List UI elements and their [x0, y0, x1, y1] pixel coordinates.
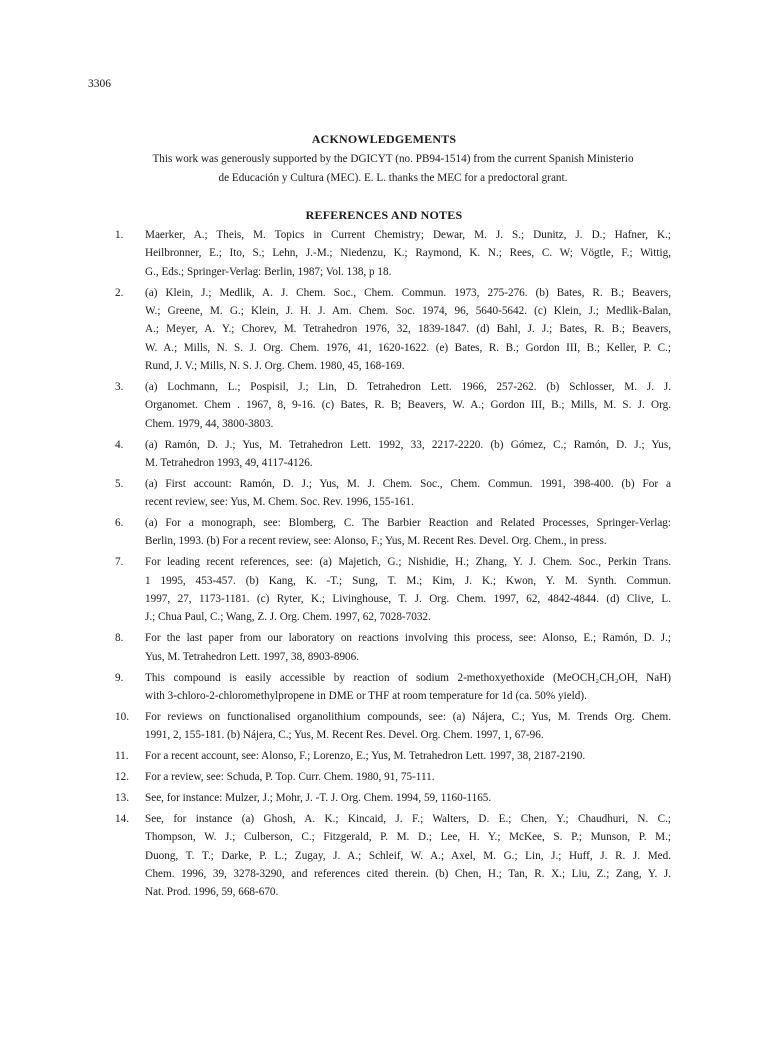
references-heading: REFERENCES AND NOTES	[305, 208, 463, 222]
reference-text-line: with 3-chloro-2-chloromethylpropene in DME or THF at room temperature for 1d (ca. 50% yield).	[145, 690, 587, 702]
reference-text-line: Berlin, 1993. (b) For a recent review, see: Alonso, F.; Yus, M. Recent Res. Devel. Org. Chem., in press.	[145, 535, 607, 548]
reference-item	[115, 553, 671, 626]
reference-number: 10.	[115, 710, 129, 723]
reference-text-line: recent review, see: Yus, M. Chem. Soc. Rev. 1996, 155-161.	[145, 496, 414, 509]
reference-number: 7.	[115, 556, 124, 569]
reference-text-line: Maerker, A.; Theis, M. Topics in Current Chemistry; Dewar, M. J. S.; Dunitz, J. D.; Hafner, K.;	[145, 229, 671, 241]
reference-text-line: Organomet. Chem . 1967, 8, 9-16. (c) Bates, R. B; Beavers, W. A.; Gordon III, B.; Mills, M. S. J. Org.	[145, 399, 671, 412]
reference-text-line: This compound is easily accessible by reaction of sodium 2-methoxyethoxide (MeOCH₂CH₂OH, NaH)	[145, 671, 671, 684]
reference-text-line: (a) First account: Ramón, D. J.; Yus, M. J. Chem. Soc., Chem. Commun. 1991, 398-400. (b) For a	[145, 477, 671, 490]
reference-text-line: M. Tetrahedron 1993, 49, 4117-4126.	[145, 456, 313, 469]
reference-text-line: For the last paper from our laboratory on reactions involving this process, see: Alonso, E.; Ramón, D. J.;	[145, 632, 671, 645]
reference-text-line: J.; Chua Paul, C.; Wang, Z. J. Org. Chem. 1997, 62, 7028-7032.	[145, 611, 431, 624]
reference-text-line: Yus, M. Tetrahedron Lett. 1997, 38, 8903-8906.	[145, 650, 360, 663]
reference-number: 2.	[115, 286, 124, 299]
reference-text-line: G., Eds.; Springer-Verlag: Berlin, 1987; Vol. 138, p 18.	[145, 265, 392, 278]
acknowledgements-line: de Educación y Cultura (MEC). E. L. thanks the MEC for a predoctoral grant.	[218, 172, 568, 184]
reference-item	[115, 629, 671, 666]
reference-text-line: Duong, T. T.; Darke, P. L.; Zugay, J. A.; Schleif, W. A.; Axel, M. G.; Lin, J.; Huff, J. R. J. Med.	[145, 849, 671, 862]
reference-number: 14.	[115, 813, 129, 826]
reference-item	[115, 226, 671, 281]
reference-item	[115, 747, 671, 765]
reference-number: 5.	[115, 477, 124, 490]
reference-text-line: Chem. 1996, 39, 3278-3290, and references cited therein. (b) Chen, H.; Tan, R. X.; Liu, Z.; Zang, Y. J.	[145, 868, 671, 881]
reference-item	[115, 378, 671, 433]
reference-text-line: Thompson, W. J.; Culberson, C.; Fitzgerald, P. M. D.; Lee, H. Y.; McKee, S. P.; Munson, P. M.;	[145, 831, 671, 844]
reference-number: 6.	[115, 517, 124, 530]
reference-item	[115, 789, 671, 807]
reference-text-line: (a) Lochmann, L.; Pospisil, J.; Lin, D. Tetrahedron Lett. 1966, 257-262. (b) Schlosser, M. J. J.	[145, 380, 671, 393]
reference-text-line: Rund, J. V.; Mills, N. S. J. Org. Chem. 1980, 45, 168-169.	[145, 360, 405, 372]
reference-text-line: See, for instance: Mulzer, J.; Mohr, J. -T. J. Org. Chem. 1994, 59, 1160-1165.	[145, 792, 492, 805]
reference-text-line: W. A.; Mills, N. S. J. Org. Chem. 1976, 41, 1620-1622. (e) Bates, R. B.; Gordon III, B.; Keller, P. C.;	[145, 341, 671, 354]
reference-text-line: For leading recent references, see: (a) Majetich, G.; Nishidie, H.; Zhang, Y. J. Chem. Soc., Perkin Trans.	[145, 556, 671, 569]
acknowledgements-heading: ACKNOWLEDGEMENTS	[311, 132, 457, 146]
reference-item	[115, 708, 671, 745]
reference-number: 1.	[115, 229, 124, 241]
reference-text-line: 1 1995, 453-457. (b) Kang, K. -T.; Sung, T. M.; Kim, J. K.; Kwon, Y. M. Synth. Commun.	[145, 574, 671, 587]
reference-number: 12.	[115, 771, 129, 784]
reference-text-line: (a) Klein, J.; Medlik, A. J. Chem. Soc., Chem. Commun. 1973, 275-276. (b) Bates, R. B.; Beavers,	[145, 286, 671, 299]
reference-text-line: Heilbronner, E.; Ito, S.; Lehn, J.-M.; Niedenzu, K.; Raymond, K. N.; Rees, C. W; Vögtle, F.; Wittig,	[145, 247, 671, 260]
reference-number: 9.	[115, 671, 124, 684]
reference-text-line: W.; Greene, M. G.; Klein, J. H. J. Am. Chem. Soc. 1974, 96, 5640-5642. (c) Klein, J.; Medlik-Balan,	[145, 304, 671, 317]
reference-item	[115, 284, 671, 376]
reference-text-line: For a review, see: Schuda, P. Top. Curr. Chem. 1980, 91, 75-111.	[145, 771, 435, 784]
reference-item	[115, 768, 671, 786]
reference-text-line: (a) For a monograph, see: Blomberg, C. The Barbier Reaction and Related Processes, Springer-Verlag:	[145, 517, 671, 530]
reference-number: 3.	[115, 380, 124, 393]
reference-text-line: Chem. 1979, 44, 3800-3803.	[145, 417, 274, 430]
reference-text-line: For a recent account, see: Alonso, F.; Lorenzo, E.; Yus, M. Tetrahedron Lett. 1997, 38, 2187-2190.	[145, 750, 586, 763]
reference-number: 8.	[115, 632, 124, 645]
reference-item	[115, 514, 671, 551]
reference-item	[115, 669, 671, 706]
reference-item	[115, 810, 671, 902]
reference-number: 11.	[115, 750, 129, 763]
reference-text-line: (a) Ramón, D. J.; Yus, M. Tetrahedron Lett. 1992, 33, 2217-2220. (b) Gómez, C.; Ramón, D. J.; Yus,	[145, 438, 671, 451]
reference-text-line: For reviews on functionalised organolithium compounds, see: (a) Nájera, C.; Yus, M. Trends Org. Chem.	[145, 710, 671, 723]
reference-text-line: 1997, 27, 1173-1181. (c) Ryter, K.; Livinghouse, T. J. Org. Chem. 1997, 62, 4842-4844. (d) Clive, L.	[145, 593, 671, 606]
acknowledgements-line: This work was generously supported by the DGICYT (no. PB94-1514) from the current Spanish Ministerio	[152, 153, 634, 165]
reference-text-line: Nat. Prod. 1996, 59, 668-670.	[145, 886, 279, 899]
references-list	[115, 226, 671, 904]
reference-item	[115, 436, 671, 473]
reference-text-line: A.; Meyer, A. Y.; Chorev, M. Tetrahedron 1976, 32, 1839-1847. (d) Bahl, J. J.; Bates, R. B.; Beavers,	[145, 323, 671, 336]
page-number: 3306	[88, 78, 111, 90]
acknowledgements-body	[113, 150, 673, 188]
reference-text-line: See, for instance (a) Ghosh, A. K.; Kincaid, J. F.; Walters, D. E.; Chen, Y.; Chaudhuri, N. C.;	[145, 813, 671, 826]
reference-item	[115, 475, 671, 512]
reference-number: 13.	[115, 792, 129, 805]
reference-number: 4.	[115, 438, 124, 451]
reference-text-line: 1991, 2, 155-181. (b) Nájera, C.; Yus, M. Recent Res. Devel. Org. Chem. 1997, 1, 67-96.	[145, 729, 544, 742]
